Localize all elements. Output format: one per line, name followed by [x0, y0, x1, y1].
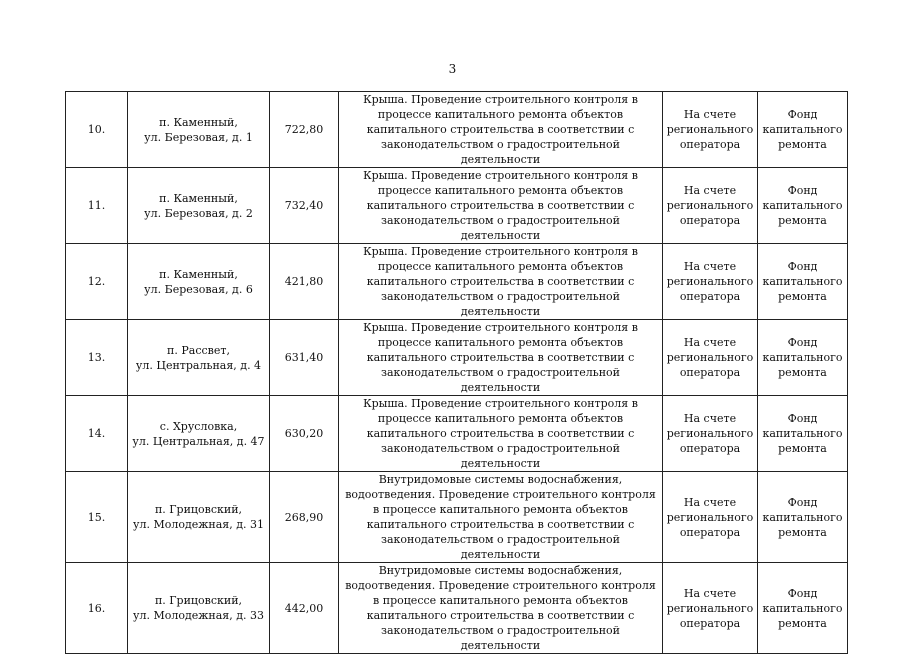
settlement: с. Хрусловка,: [159, 419, 238, 433]
account-cell: На счете регионального оператора: [663, 563, 758, 654]
address-cell: [128, 92, 270, 168]
work-description: Крыша. Проведение строительного контроля в процессе капитального ремонта объектов капитального строительства в соответствии с законодательством о градостроительной деятельности: [339, 396, 663, 472]
work-description: Внутридомовые системы водоснабжения, водоотведения. Проведение строительного контроля в процессе капитального ремонта объектов капитального строительства в соответствии с законодательством о градостроительной деятельности: [339, 472, 663, 563]
settlement: п. Рассвет,: [167, 343, 230, 357]
funding-source: Фонд капитального ремонта: [758, 563, 848, 654]
street-address: ул. Молодежная, д. 33: [133, 609, 264, 622]
table-row: [66, 472, 848, 563]
street-address: ул. Березовая, д. 2: [144, 206, 253, 220]
row-number: 16.: [66, 563, 128, 654]
funding-source: Фонд капитального ремонта: [758, 244, 848, 320]
table-row: [66, 168, 848, 244]
work-description: Крыша. Проведение строительного контроля в процессе капитального ремонта объектов капитального строительства в соответствии с законодательством о градостроительной деятельности: [339, 244, 663, 320]
funding-source: Фонд капитального ремонта: [758, 92, 848, 168]
settlement: п. Каменный,: [159, 115, 238, 129]
account-cell: На счете регионального оператора: [663, 244, 758, 320]
row-number: 10.: [66, 92, 128, 168]
account-cell: На счете регионального оператора: [663, 168, 758, 244]
table-row: [66, 244, 848, 320]
street-address: ул. Березовая, д. 6: [144, 282, 253, 296]
address-cell: [128, 396, 270, 472]
funding-source: Фонд капитального ремонта: [758, 396, 848, 472]
street-address: ул. Березовая, д. 1: [144, 130, 253, 144]
row-number: 11.: [66, 168, 128, 244]
account-cell: На счете регионального оператора: [663, 320, 758, 396]
funding-source: Фонд капитального ремонта: [758, 320, 848, 396]
street-address: ул. Центральная, д. 4: [135, 358, 262, 372]
funding-source: Фонд капитального ремонта: [758, 472, 848, 563]
address-cell: [128, 244, 270, 320]
settlement: п. Каменный,: [159, 267, 238, 281]
work-description: Крыша. Проведение строительного контроля в процессе капитального ремонта объектов капитального строительства в соответствии с законодательством о градостроительной деятельности: [339, 92, 663, 168]
page-number: 3: [448, 62, 457, 76]
settlement: п. Грицовский,: [154, 594, 243, 607]
area-cell: 630,20: [270, 396, 339, 472]
work-description: Крыша. Проведение строительного контроля в процессе капитального ремонта объектов капитального строительства в соответствии с законодательством о градостроительной деятельности: [339, 168, 663, 244]
street-address: ул. Центральная, д. 47: [132, 434, 265, 448]
work-description: Крыша. Проведение строительного контроля в процессе капитального ремонта объектов капитального строительства в соответствии с законодательством о градостроительной деятельности: [339, 320, 663, 396]
funding-source: Фонд капитального ремонта: [758, 168, 848, 244]
row-number: 14.: [66, 396, 128, 472]
row-number: 12.: [66, 244, 128, 320]
address-cell: [128, 472, 270, 563]
settlement: п. Каменный,: [159, 191, 238, 205]
address-cell: [128, 320, 270, 396]
account-cell: На счете регионального оператора: [663, 92, 758, 168]
settlement: п. Грицовский,: [154, 503, 243, 516]
table-row: [66, 396, 848, 472]
row-number: 15.: [66, 472, 128, 563]
account-cell: На счете регионального оператора: [663, 396, 758, 472]
row-number: 13.: [66, 320, 128, 396]
account-cell: На счете регионального оператора: [663, 472, 758, 563]
address-cell: [128, 168, 270, 244]
area-cell: 631,40: [270, 320, 339, 396]
area-cell: 442,00: [270, 563, 339, 654]
area-cell: 732,40: [270, 168, 339, 244]
area-cell: 722,80: [270, 92, 339, 168]
area-cell: 421,80: [270, 244, 339, 320]
table-row: [66, 320, 848, 396]
area-cell: 268,90: [270, 472, 339, 563]
street-address: ул. Молодежная, д. 31: [133, 518, 264, 531]
work-description: Внутридомовые системы водоснабжения, водоотведения. Проведение строительного контроля в процессе капитального ремонта объектов капитального строительства в соответствии с законодательством о градостроительной деятельности: [339, 563, 663, 654]
table-row: [66, 92, 848, 168]
repair-table: [65, 91, 848, 654]
